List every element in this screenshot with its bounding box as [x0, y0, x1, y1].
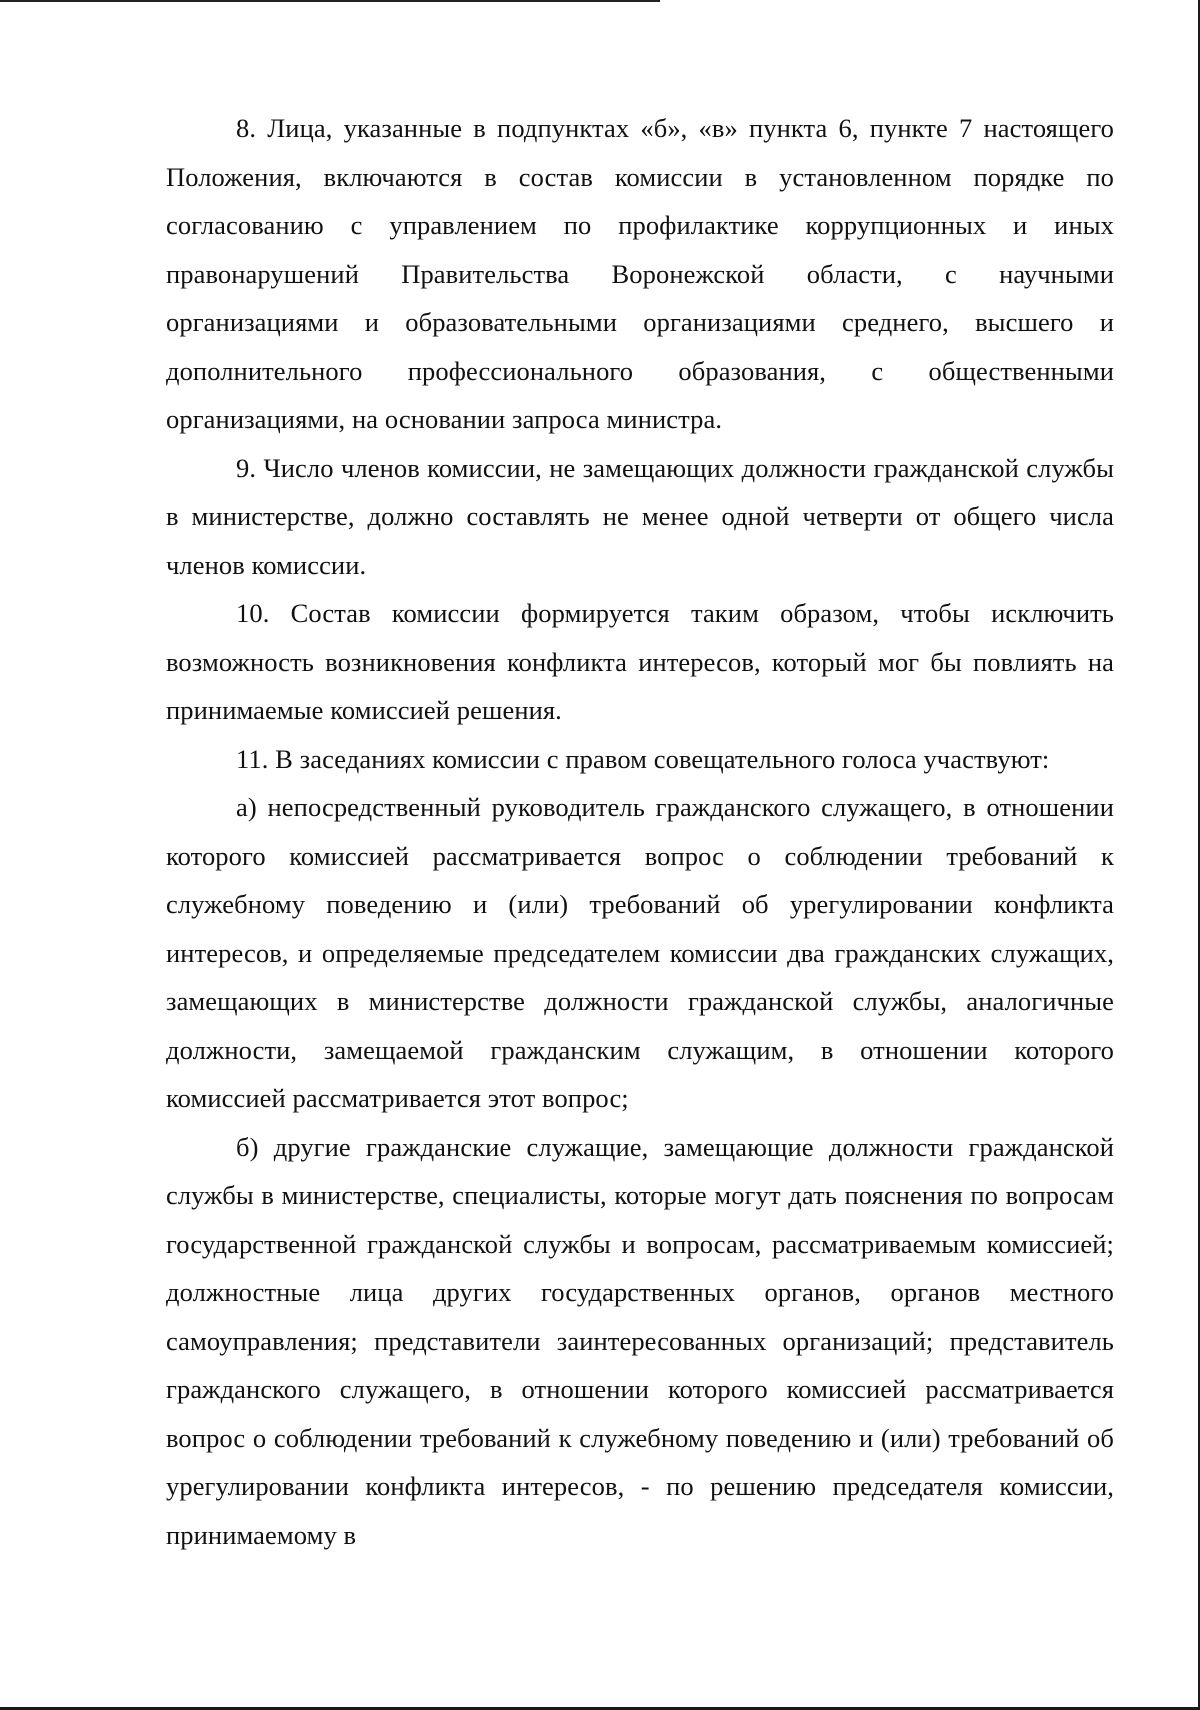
paragraph-8: 8. Лица, указанные в подпунктах «б», «в» пункта 6, пункте 7 настоящего Положения, включаются в состав комиссии в установленном порядке по согласованию с управлением по профилактике коррупционных и иных правонарушений Правительства Воронежской области, с научными организациями и образовательными организациями среднего, высшего и дополнительного профессионального образования, с общественными организациями, на основании запроса министра.	[166, 113, 1114, 434]
paragraph-9: 9. Число членов комиссии, не замещающих должности гражданской службы в министерстве, должно составлять не менее одной четверти от общего числа членов комиссии.	[166, 452, 1114, 580]
paragraph-11-b: б) другие гражданские служащие, замещающие должности гражданской службы в министерстве, специалисты, которые могут дать пояснения по вопросам государственной гражданской службы и вопросам, рассматриваемым комиссией; должностные лица других государственных органов, органов местного самоуправления; представители заинтересованных организаций; представитель гражданского служащего, в отношении которого комиссией рассматривается вопрос о соблюдении требований к служебному поведению и (или) требований об урегулировании конфликта интересов, - по решению председателя комиссии, принимаемому в	[166, 1131, 1114, 1550]
paragraph-11-a: а) непосредственный руководитель гражданского служащего, в отношении которого комиссией рассматривается вопрос о соблюдении требований к служебному поведению и (или) требований об урегулировании конфликта интересов, и определяемые председателем комиссии два гражданских служащих, замещающих в министерстве должности гражданской службы, аналогичные должности, замещаемой гражданским служащим, в отношении которого комиссией рассматривается этот вопрос;	[166, 792, 1114, 1113]
scan-top-border	[0, 0, 660, 2]
paragraph-10: 10. Состав комиссии формируется таким образом, чтобы исключить возможность возникновения конфликта интересов, который мог бы повлиять на принимаемые комиссией решения.	[166, 598, 1114, 725]
paragraph-11: 11. В заседаниях комиссии с правом совещательного голоса участвуют:	[236, 743, 1050, 774]
document-body	[166, 104, 1114, 1559]
